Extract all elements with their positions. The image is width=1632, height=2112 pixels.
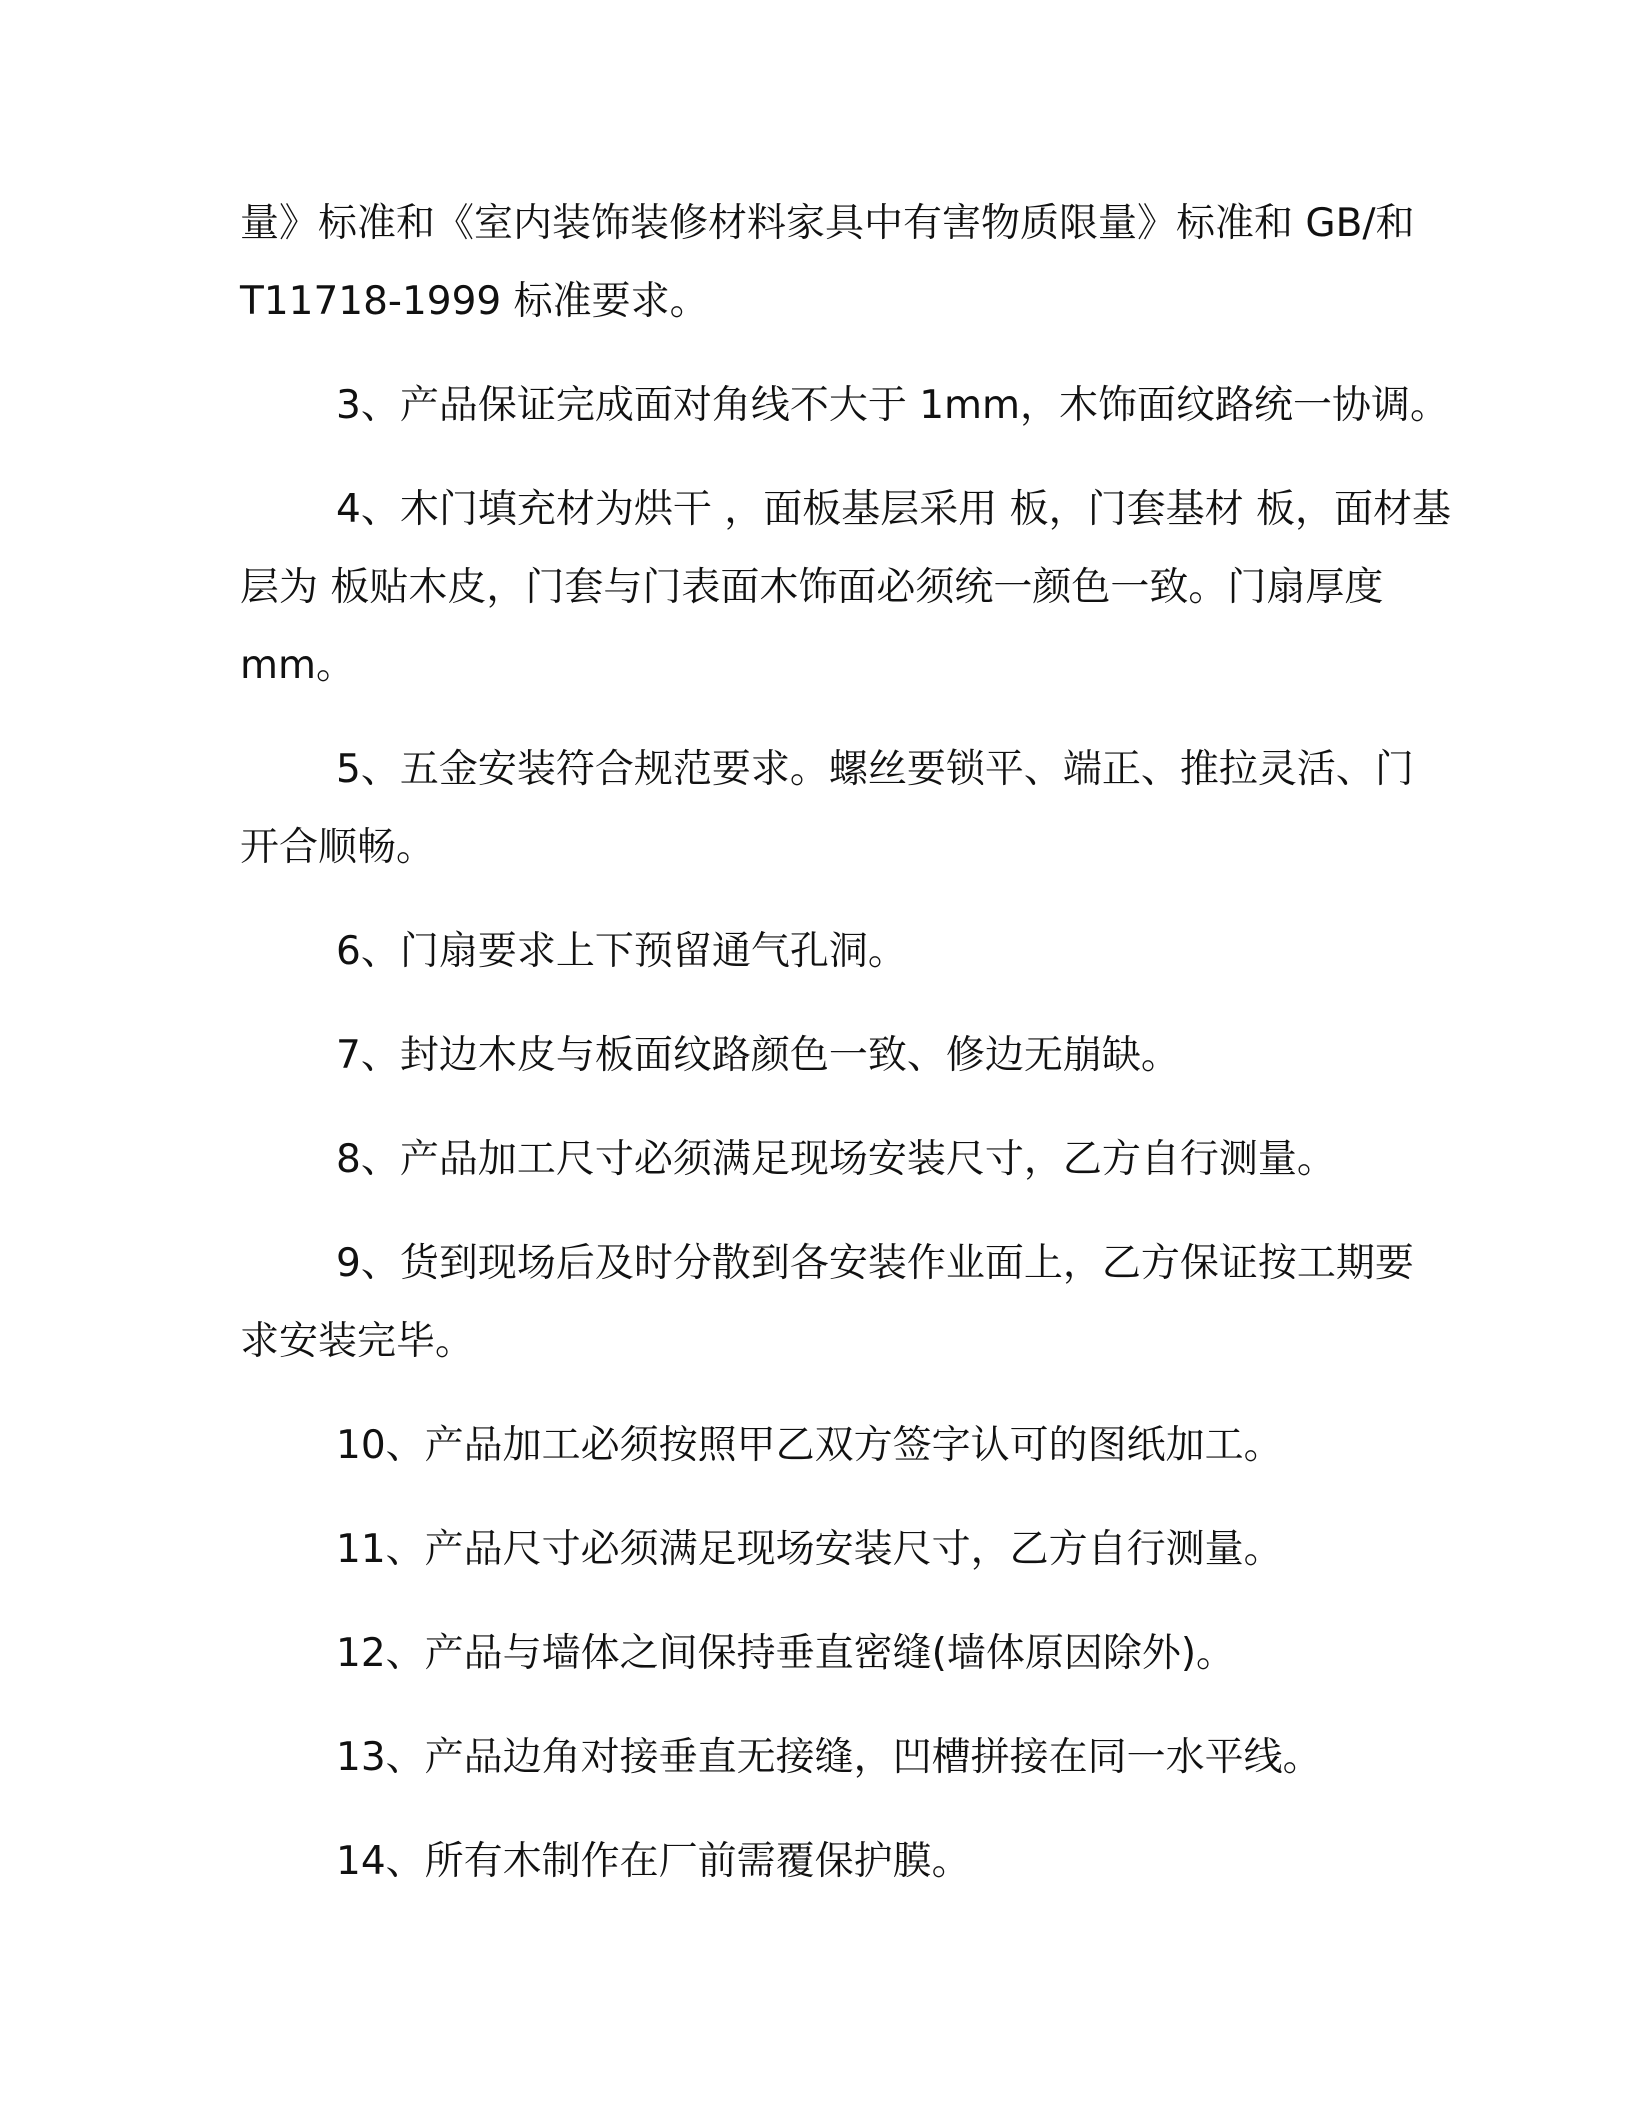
paragraph-6 [240, 913, 1400, 991]
paragraph-13 [240, 1719, 1400, 1797]
text-line: 4、木门填充材为烘干 ，面板基层采用 板，门套基材 板，面材基 [336, 487, 1452, 532]
text-line: 14、所有木制作在厂前需覆保护膜。 [336, 1839, 971, 1884]
paragraph-7 [240, 1017, 1400, 1095]
paragraph-12 [240, 1615, 1400, 1693]
text-line: 开合顺畅。 [240, 825, 436, 870]
paragraph-5 [240, 731, 1414, 887]
paragraph-8 [240, 1121, 1400, 1199]
text-line: 9、货到现场后及时分散到各安装作业面上，乙方保证按工期要 [336, 1241, 1414, 1286]
text-line: T11718-1999 标准要求。 [240, 279, 709, 324]
paragraph-3 [240, 367, 1450, 445]
document-body [240, 185, 1452, 1927]
paragraph-10 [240, 1407, 1400, 1485]
text-line: 8、产品加工尺寸必须满足现场安装尺寸，乙方自行测量。 [336, 1137, 1336, 1182]
text-line: 6、门扇要求上下预留通气孔洞。 [336, 929, 907, 974]
text-line: 量》标准和《室内装饰装修材料家具中有害物质限量》标准和 GB/和 [240, 201, 1415, 246]
text-line: 10、产品加工必须按照甲乙双方签字认可的图纸加工。 [336, 1423, 1283, 1468]
text-line: 7、封边木皮与板面纹路颜色一致、修边无崩缺。 [336, 1033, 1180, 1078]
text-line: 层为 板贴木皮，门套与门表面木饰面必须统一颜色一致。门扇厚度 [240, 565, 1384, 610]
text-line: mm。 [240, 643, 355, 688]
text-line: 求安装完毕。 [240, 1319, 475, 1364]
paragraph-intro [240, 185, 1415, 341]
text-line: 3、产品保证完成面对角线不大于 1mm，木饰面纹路统一协调。 [336, 383, 1450, 428]
paragraph-9 [240, 1225, 1414, 1381]
paragraph-4 [240, 471, 1452, 705]
paragraph-11 [240, 1511, 1400, 1589]
text-line: 12、产品与墙体之间保持垂直密缝(墙体原因除外)。 [336, 1631, 1236, 1676]
paragraph-14 [240, 1823, 1400, 1901]
text-line: 13、产品边角对接垂直无接缝，凹槽拼接在同一水平线。 [336, 1735, 1322, 1780]
text-line: 5、五金安装符合规范要求。螺丝要锁平、端正、推拉灵活、门 [336, 747, 1414, 792]
text-line: 11、产品尺寸必须满足现场安装尺寸，乙方自行测量。 [336, 1527, 1283, 1572]
